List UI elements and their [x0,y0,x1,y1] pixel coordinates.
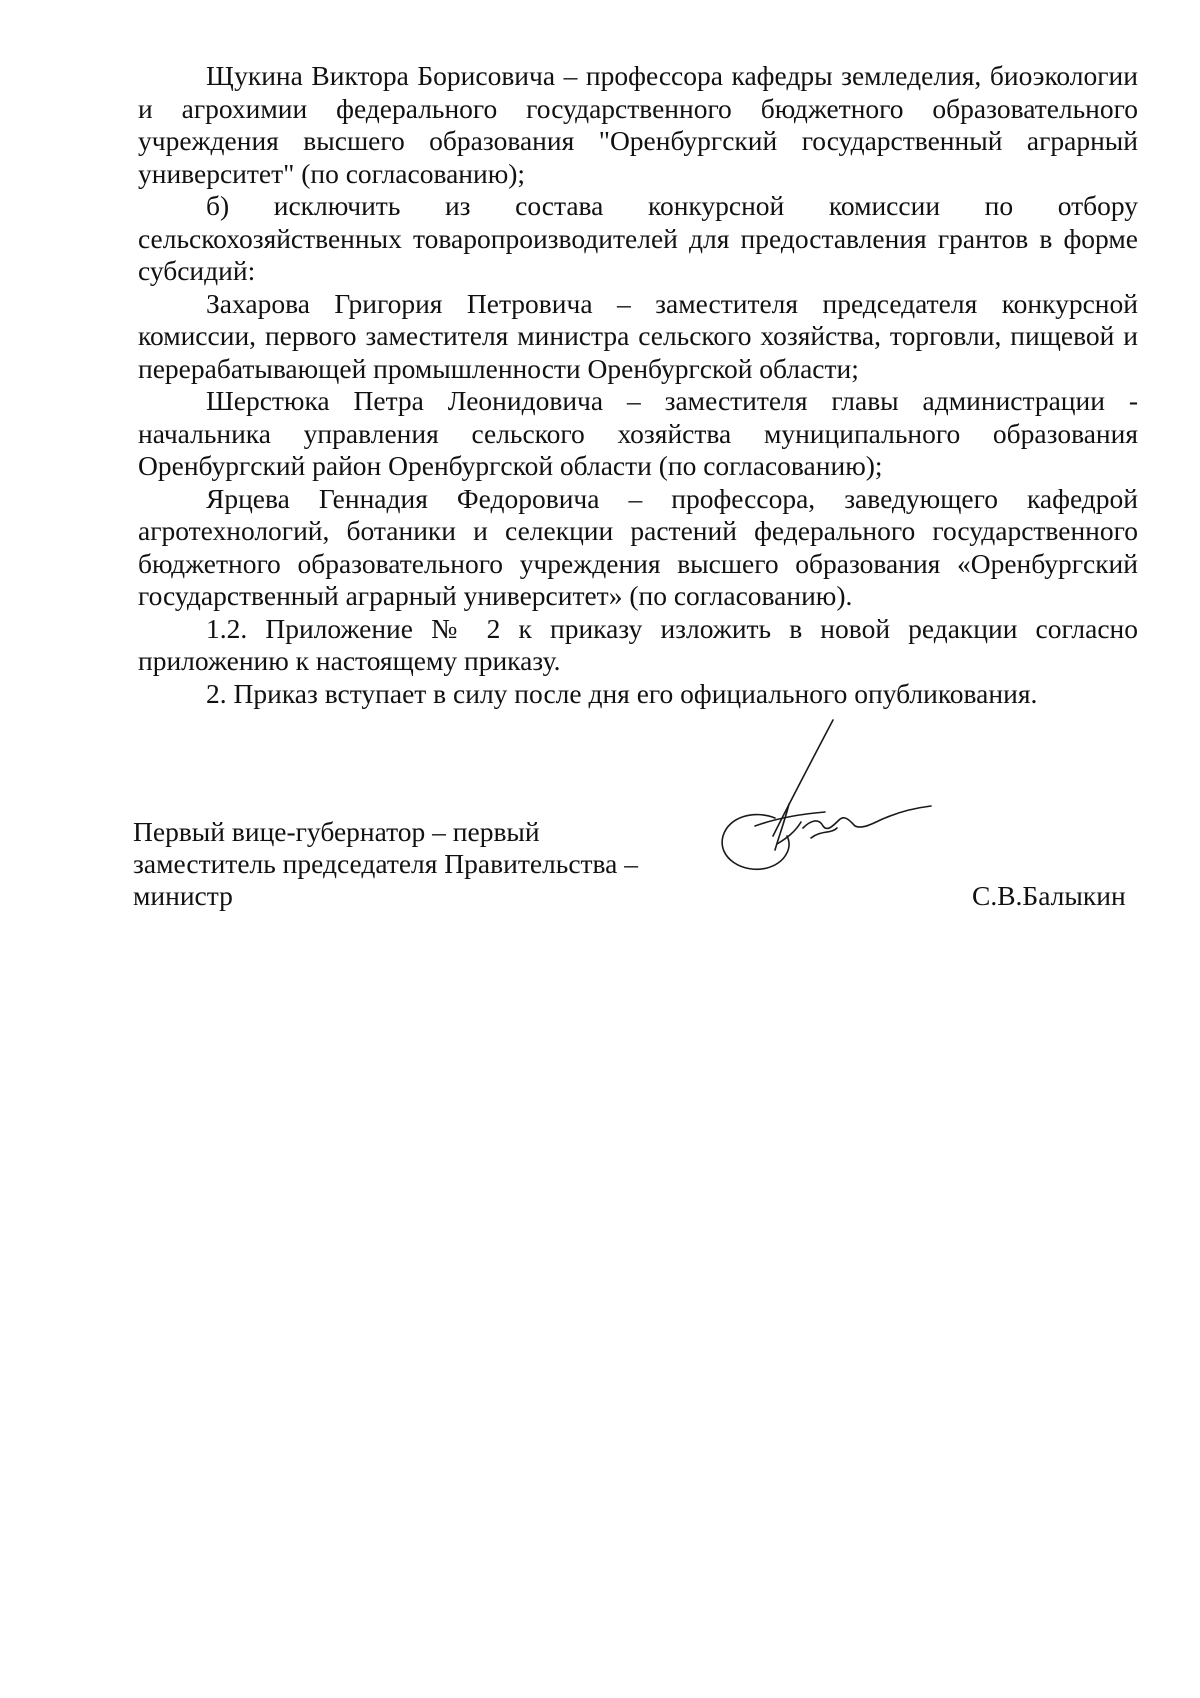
signatory-position-line: Первый вице-губернатор – первый [133,816,540,847]
paragraph-zakharov: Захарова Григория Петровича – заместителя председателя конкурсной комиссии, первого заместителя министра сельского хозяйства, торговли, пищевой и перерабатывающей промышленности Оренбургской области; [138,287,1138,384]
paragraph-exclude-intro: б) исключить из состава конкурсной комиссии по отбору сельскохозяйственных товаропроизводителей для предоставления грантов в форме субсидий: [138,190,1138,286]
signatory-position-line: министр [133,880,233,911]
signatory-name: С.В.Балыкин [972,880,1126,911]
paragraph-item-2: 2. Приказ вступает в силу после дня его официального опубликования. [206,677,1038,709]
paragraph-yartsev: Ярцева Геннадия Федоровича – профессора, заведующего кафедрой агротехнологий, ботаники и селекции растений федерального государственного бюджетного образовательного учреждения высшего образования «Оренбургский государственный аграрный университет» (по согласованию). [138,482,1138,611]
signatory-position [133,816,693,912]
paragraph-shchukin: Щукина Виктора Борисовича – профессора кафедры земледелия, биоэкологии и агрохимии федерального государственного бюджетного образовательного учреждения высшего образования "Оренбургский государственный аграрный университет" (по согласованию); [138,60,1138,189]
signatory-position-line: заместитель председателя Правительства – [133,848,638,879]
paragraph-item-1-2: 1.2. Приложение № 2 к приказу изложить в новой редакции согласно приложению к настоящему приказу. [138,612,1138,676]
document-body [138,60,1138,710]
handwritten-signature [715,718,960,878]
paragraph-sherstyuk: Шерстюка Петра Леонидовича – заместителя главы администрации - начальника управления сельского хозяйства муниципального образования Оренбургский район Оренбургской области (по согласованию); [138,385,1138,481]
